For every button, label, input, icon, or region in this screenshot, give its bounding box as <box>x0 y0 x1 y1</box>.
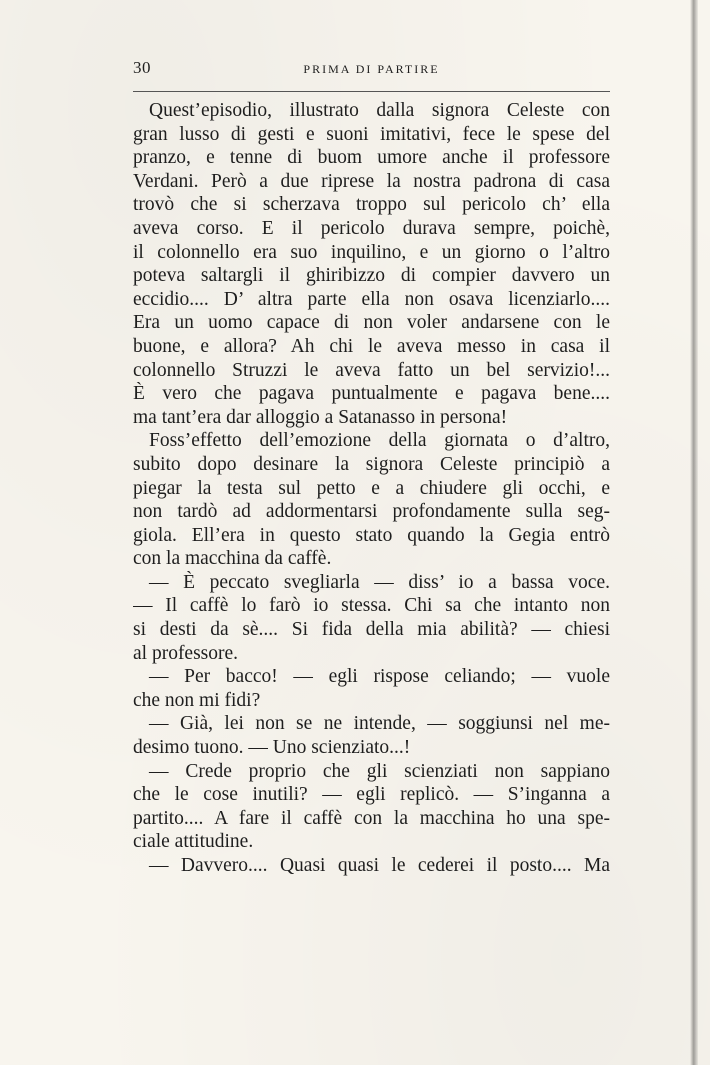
running-title: PRIMA DI PARTIRE <box>303 62 440 76</box>
text-line: pranzo, e tenne di buom umore anche il professore <box>133 147 610 169</box>
text-line: Quest’episodio, illustrato dalla signora Celeste con <box>149 100 610 121</box>
text-line: Era un uomo capace di non voler andarsene con le <box>133 312 610 334</box>
text-line: — Già, lei non se ne intende, — soggiunsi nel me- <box>149 713 610 735</box>
text-line: — È peccato svegliarla — diss’ io a bassa voce. <box>149 571 610 593</box>
text-line: aveva corso. E il pericolo durava sempre, poichè, <box>133 217 610 239</box>
text-line: Foss’effetto dell’emozione della giornata o d’altro, <box>149 430 610 452</box>
text-line: Verdani. Però a due riprese la nostra padrona di casa <box>133 170 610 192</box>
text-line: desimo tuono. — Uno scienziato...! <box>133 737 411 759</box>
text-line: partito.... A fare il caffè con la macchina ho una spe- <box>133 807 610 829</box>
text-line: poteva saltargli il ghiribizzo di compier davvero un <box>133 265 610 287</box>
text-line: non tardò ad addormentarsi profondamente sulla seg- <box>133 501 610 523</box>
text-line: È vero che pagava puntualmente e pagava bene.... <box>133 383 610 405</box>
text-line: trovò che si scherzava troppo sul pericolo ch’ ella <box>133 194 610 216</box>
text-line: — Davvero.... Quasi quasi le cederei il posto.... Ma <box>149 855 610 876</box>
header-rule <box>133 91 610 92</box>
text-line: subito dopo desinare la signora Celeste principiò a <box>133 453 610 475</box>
page-header <box>133 58 610 86</box>
text-line: con la macchina da caffè. <box>133 548 332 570</box>
text-line: piegar la testa sul petto e a chiudere gli occhi, e <box>133 477 610 499</box>
text-line: ma tant’era dar alloggio a Satanasso in persona! <box>133 406 508 428</box>
text-line: eccidio.... D’ altra parte ella non osava licenziarlo.... <box>133 288 610 310</box>
text-line: giola. Ell’era in questo stato quando la Gegia entrò <box>133 524 610 546</box>
text-line: — Per bacco! — egli rispose celiando; — vuole <box>149 666 610 688</box>
page-number: 30 <box>133 58 151 77</box>
text-line: — Crede proprio che gli scienziati non sappiano <box>149 760 610 782</box>
text-line: si desti da sè.... Si fida della mia abilità? — chiesi <box>133 619 610 641</box>
text-line: gran lusso di gesti e suoni imitativi, fece le spese del <box>133 123 610 145</box>
text-line: ciale attitudine. <box>133 831 254 853</box>
text-line: che non mi fidi? <box>133 689 261 711</box>
text-line: colonnello Struzzi le aveva fatto un bel servizio!... <box>133 359 610 381</box>
text-line: buone, e allora? Ah chi le aveva messo in casa il <box>133 335 610 357</box>
text-line: al professore. <box>133 642 239 664</box>
page-spine-shadow <box>690 0 698 1065</box>
body-text <box>133 99 610 878</box>
text-line: che le cose inutili? — egli replicò. — S’inganna a <box>133 784 610 806</box>
text-line: — Il caffè lo farò io stessa. Chi sa che intanto non <box>133 595 610 617</box>
text-line: il colonnello era suo inquilino, e un giorno o l’altro <box>133 241 610 263</box>
